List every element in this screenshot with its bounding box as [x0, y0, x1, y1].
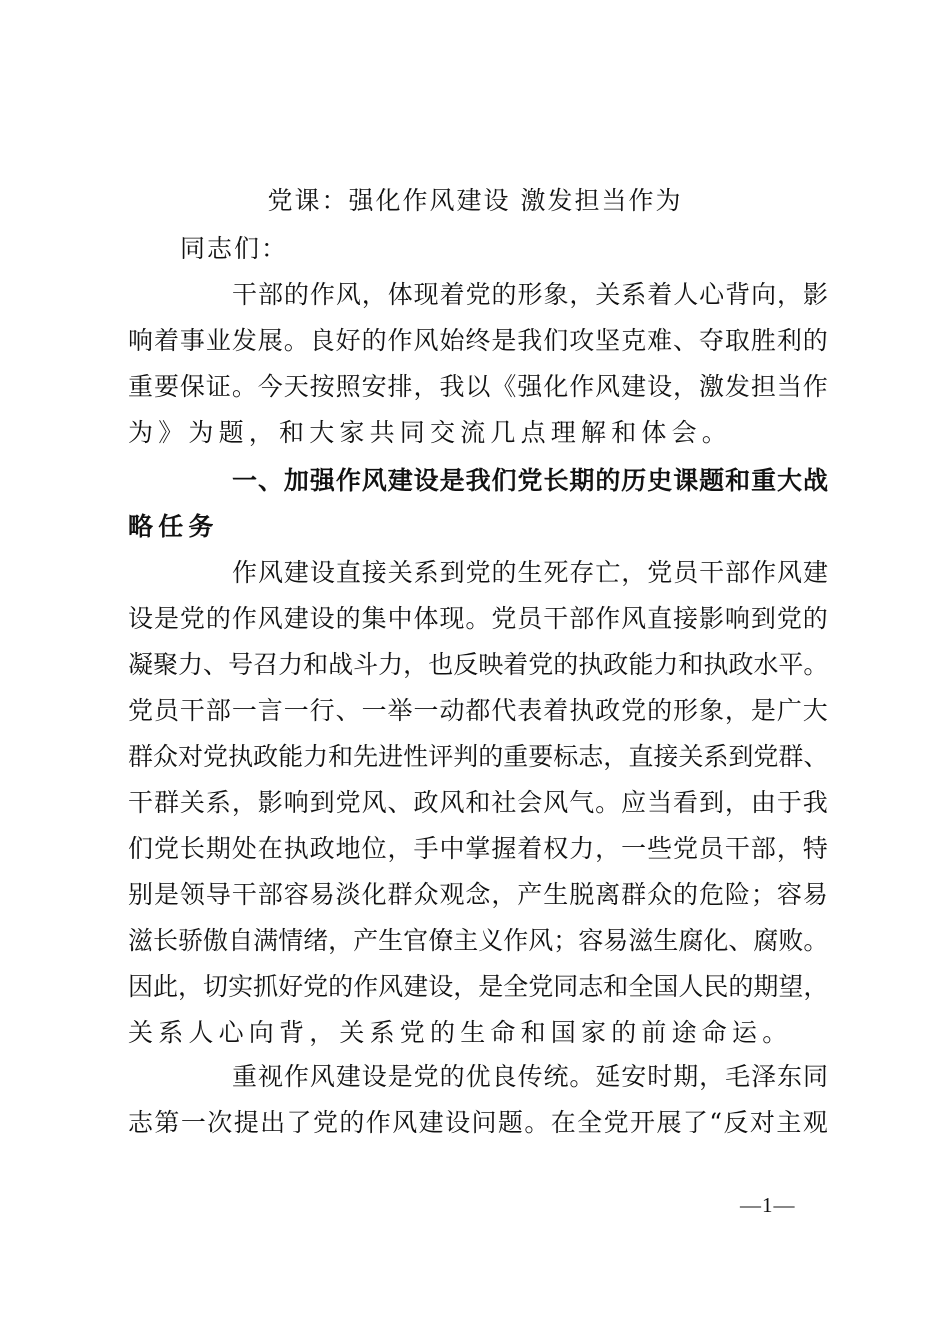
paragraph-1 [128, 272, 828, 456]
paragraph-line: 们 党 长 期 处 在 执 政 地 位 ， 手 中 掌 握 着 权 力 ， 一 些 党 员 干 部 ， 特 [128, 834, 828, 863]
paragraph-line: 志 第 一 次 提 出 了 党 的 作 风 建 设 问 题 。 在 全 党 开 展 了 “ 反 对 主 观 [128, 1108, 828, 1137]
paragraph-line: 因 此 ， 切 实 抓 好 党 的 作 风 建 设 ， 是 全 党 同 志 和 全 国 人 民 的 期 望 ， [128, 972, 829, 1001]
paragraph-line: 重 要 保 证 。 今 天 按 照 安 排 ， 我 以 《 强 化 作 风 建 设 ， 激 发 担 当 作 [128, 372, 828, 401]
paragraph-line: 干 部 的 作 风 ， 体 现 着 党 的 形 象 ， 关 系 着 人 心 背 向 ， 影 [232, 280, 828, 309]
heading-line: 略任务 [128, 512, 219, 541]
paragraph-line: 党 员 干 部 一 言 一 行 、 一 举 一 动 都 代 表 着 执 政 党 的 形 象 ， 是 广 大 [128, 696, 828, 725]
paragraph-line: 别 是 领 导 干 部 容 易 淡 化 群 众 观 念 ， 产 生 脱 离 群 众 的 危 险 ； 容 易 [128, 880, 828, 909]
page-number: —1— [740, 1193, 796, 1217]
heading-line: 一 、 加 强 作 风 建 设 是 我 们 党 长 期 的 历 史 课 题 和 重 大 战 [232, 466, 828, 495]
paragraph-line: 为》为题，和大家共同交流几点理解和体会。 [128, 418, 733, 447]
document-title: 党课：强化作风建设 激发担当作为 [267, 186, 683, 215]
paragraph-line: 重 视 作 风 建 设 是 党 的 优 良 传 统 。 延 安 时 期 ， 毛 泽 东 同 [232, 1062, 828, 1091]
paragraph-line: 滋 长 骄 傲 自 满 情 绪 ， 产 生 官 僚 主 义 作 风 ； 容 易 滋 生 腐 化 、 腐 败 。 [128, 926, 829, 955]
paragraph-line: 群 众 对 党 执 政 能 力 和 先 进 性 评 判 的 重 要 标 志 ， 直 接 关 系 到 党 群 、 [128, 742, 829, 771]
section-heading-1 [128, 458, 828, 550]
paragraph-line: 响 着 事 业 发 展 。 良 好 的 作 风 始 终 是 我 们 攻 坚 克 难 、 夺 取 胜 利 的 [128, 326, 828, 355]
paragraph-line: 凝 聚 力 、 号 召 力 和 战 斗 力 ， 也 反 映 着 党 的 执 政 能 力 和 执 政 水 平 。 [128, 650, 829, 679]
paragraph-line: 干 群 关 系 ， 影 响 到 党 风 、 政 风 和 社 会 风 气 。 应 当 看 到 ， 由 于 我 [128, 788, 828, 817]
paragraph-line: 作 风 建 设 直 接 关 系 到 党 的 生 死 存 亡 ， 党 员 干 部 作 风 建 [232, 558, 828, 587]
salutation: 同志们： [180, 234, 289, 263]
paragraph-3 [128, 1054, 828, 1146]
paragraph-line: 设 是 党 的 作 风 建 设 的 集 中 体 现 。 党 员 干 部 作 风 直 接 影 响 到 党 的 [128, 604, 828, 633]
paragraph-2 [128, 550, 828, 1056]
paragraph-line: 关系人心向背，关系党的生命和国家的前途命运。 [128, 1018, 793, 1047]
